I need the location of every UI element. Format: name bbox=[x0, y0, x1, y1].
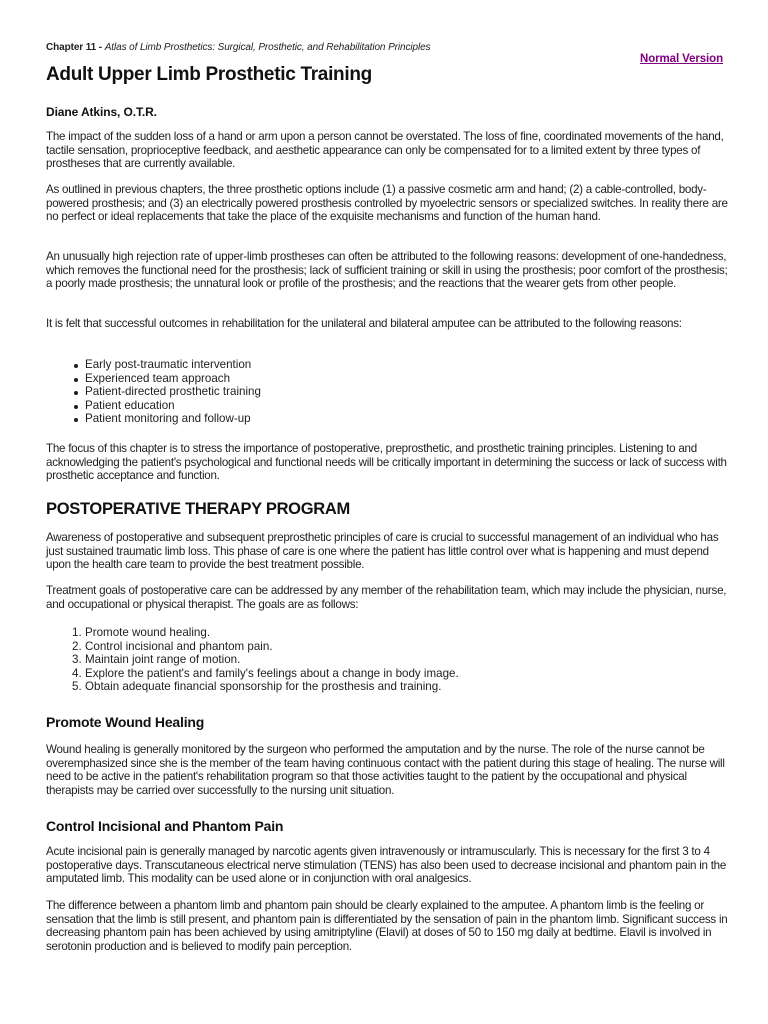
normal-version-link[interactable]: Normal Version bbox=[640, 53, 723, 65]
list-item: Patient monitoring and follow-up bbox=[46, 412, 261, 426]
phantom-pain-paragraph-2: The difference between a phantom limb and phantom pain should be clearly explained to the amputee. A phantom limb is the feeling or sensation that the limb is still present, and phantom pain is differentiated by the sensation of pain in the phantom limb. Significant success in decreasing phantom pain has been achieved by using amitriptyline (Elavil) at doses of 50 to 150 mg daily at bedtime. Elavil is involved in serotonin production and is believed to modify pain perception. bbox=[46, 899, 728, 953]
chapter-breadcrumb bbox=[46, 42, 430, 53]
phantom-pain-heading: Control Incisional and Phantom Pain bbox=[46, 818, 284, 834]
list-item: 5. Obtain adequate financial sponsorship for the prosthesis and training. bbox=[72, 680, 442, 694]
postoperative-paragraph-2: Treatment goals of postoperative care can be addressed by any member of the rehabilitation team, which may include the physician, nurse, and occupational or physical therapist. The goals are as follows: bbox=[46, 584, 727, 611]
success-reasons-list bbox=[46, 358, 261, 426]
postoperative-paragraph-1: Awareness of postoperative and subsequent preprosthetic principles of care is crucial to successful management of an individual who has just sustained traumatic limb loss. This phase of care is one where the patient has little control over what is happening and must depend upon the health care team to provide the best treatment possible. bbox=[46, 531, 719, 572]
page-title: Adult Upper Limb Prosthetic Training bbox=[46, 64, 372, 85]
list-item: Patient-directed prosthetic training bbox=[46, 385, 261, 399]
phantom-pain-paragraph-1: Acute incisional pain is generally managed by narcotic agents given intravenously or intramuscularly. This is necessary for the first 3 to 4 postoperative days. Transcutaneous electrical nerve stimulation (TENS) has also been used to decrease incisional and phantom pain in the amputated limb. This modality can be used alone or in conjunction with oral analgesics. bbox=[46, 845, 727, 886]
intro-paragraph-4: It is felt that successful outcomes in rehabilitation for the unilateral and bilateral amputee can be attributed to the following reasons: bbox=[46, 317, 682, 330]
book-title: Atlas of Limb Prosthetics: Surgical, Prosthetic, and Rehabilitation Principles bbox=[104, 42, 431, 53]
list-item: 4. Explore the patient's and family's feelings about a change in body image. bbox=[72, 666, 459, 680]
intro-paragraph-3: An unusually high rejection rate of upper-limb prostheses can often be attributed to the following reasons: development of one-handedness, which removes the functional need for the prosthesis; lack of sufficient training or skill in using the prosthesis; poor comfort of the prosthesis; a poorly made prosthesis; the unnatural look or profile of the prosthesis; and the reactions that the wearer gets from other people. bbox=[46, 250, 728, 291]
list-item: Early post-traumatic intervention bbox=[46, 358, 261, 372]
list-item: 3. Maintain joint range of motion. bbox=[72, 653, 241, 667]
author-byline: Diane Atkins, O.T.R. bbox=[46, 105, 157, 119]
list-item: Experienced team approach bbox=[46, 372, 261, 386]
postoperative-heading: POSTOPERATIVE THERAPY PROGRAM bbox=[46, 500, 350, 518]
chapter-number: Chapter 11 - bbox=[46, 42, 105, 53]
list-item: 1. Promote wound healing. bbox=[72, 626, 211, 639]
wound-healing-paragraph: Wound healing is generally monitored by the surgeon who performed the amputation and by the nurse. The role of the nurse cannot be overemphasized since she is the member of the team having continuous contact with the patient during this stage of healing. The nurse will need to be active in the patient's rehabilitation program so that those activities taught to the patient by the occupational and physical therapists may be carried over successfully to the nursing unit situation. bbox=[46, 743, 725, 797]
list-item: Patient education bbox=[46, 399, 261, 413]
wound-healing-heading: Promote Wound Healing bbox=[46, 714, 205, 730]
list-item: 2. Control incisional and phantom pain. bbox=[72, 639, 273, 653]
intro-paragraph-1: The impact of the sudden loss of a hand or arm upon a person cannot be overstated. The loss of fine, coordinated movements of the hand, tactile sensation, proprioceptive feedback, and aesthetic appearance can only be compensated for to a limited extent by three types of prostheses that are currently available. bbox=[46, 130, 724, 171]
intro-paragraph-2: As outlined in previous chapters, the three prosthetic options include (1) a passive cosmetic arm and hand; (2) a cable-controlled, body-powered prosthesis; and (3) an electrically powered prosthesis controlled by myoelectric sensors or specialized switches. In reality there are no perfect or ideal replacements that take the place of the exquisite mechanisms and function of the human hand. bbox=[46, 183, 728, 224]
postoperative-goals-list bbox=[46, 626, 459, 694]
focus-paragraph: The focus of this chapter is to stress the importance of postoperative, preprosthetic, and prosthetic training principles. Listening to and acknowledging the patient's psychological and functional needs will be critically important in determining the success or lack of success with prosthetic acceptance and function. bbox=[46, 442, 727, 483]
